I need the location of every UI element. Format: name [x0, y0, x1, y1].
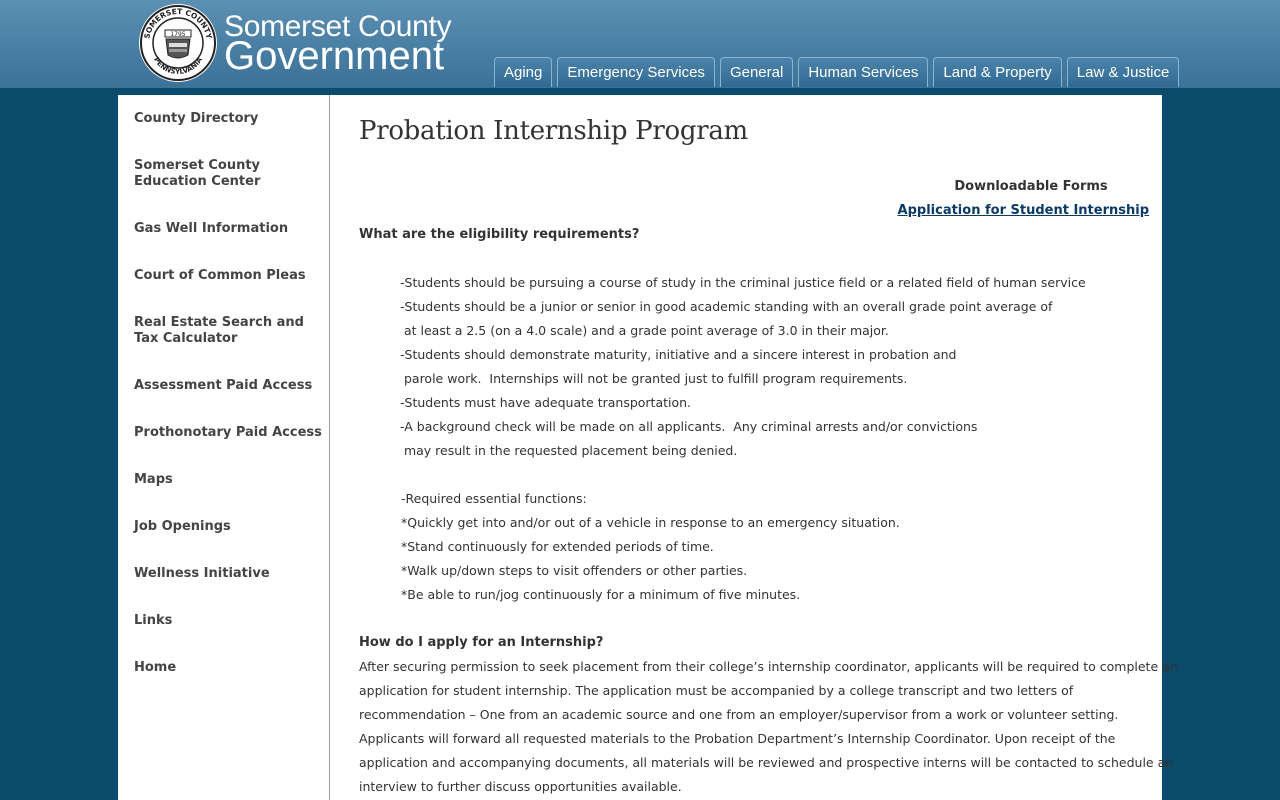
sidebar-item-real-estate-search[interactable]: Real Estate Search and Tax Calculator: [134, 315, 304, 346]
tab-human-services[interactable]: Human Services: [798, 57, 928, 87]
sidebar-item-links[interactable]: Links: [134, 613, 173, 628]
apply-line: recommendation – One from an academic source and one from an employer/supervisor from a work or volunteer setting.: [359, 707, 1119, 722]
tab-law-justice[interactable]: Law & Justice: [1067, 57, 1180, 87]
seal-text-bottom: PENNSYLVANIA: [152, 55, 204, 77]
main-container: [118, 95, 1178, 800]
eligibility-line: -Students should demonstrate maturity, initiative and a sincere interest in probation and: [400, 347, 957, 362]
tab-land-property[interactable]: Land & Property: [933, 57, 1061, 87]
sidebar-item-home[interactable]: Home: [134, 660, 177, 675]
sidebar-item-county-directory[interactable]: County Directory: [134, 111, 259, 126]
site-header: [0, 0, 1280, 88]
eligibility-question: What are the eligibility requirements?: [359, 227, 640, 242]
sidebar-item-gas-well-information[interactable]: Gas Well Information: [134, 221, 289, 236]
eligibility-line: -Students must have adequate transportation.: [400, 395, 692, 410]
main-nav: [494, 57, 1179, 87]
apply-line: Applicants will forward all requested materials to the Probation Department’s Internship Coordinator. Upon receipt of the: [359, 731, 1116, 746]
eligibility-line: at least a 2.5 (on a 4.0 scale) and a grade point average of 3.0 in their major.: [400, 323, 889, 338]
tab-emergency-services[interactable]: Emergency Services: [557, 57, 715, 87]
sidebar-item-court-of-common-pleas[interactable]: Court of Common Pleas: [134, 268, 306, 283]
site-title-line2: Government: [224, 34, 445, 78]
functions-line: *Stand continuously for extended periods of time.: [401, 539, 714, 554]
functions-line: *Be able to run/jog continuously for a minimum of five minutes.: [401, 587, 801, 602]
site-title-line1: Somerset County: [224, 10, 452, 43]
sidebar-item-prothonotary-paid-access[interactable]: Prothonotary Paid Access: [134, 425, 322, 440]
county-seal-logo[interactable]: [138, 3, 218, 83]
apply-line: interview to further discuss opportunities available.: [359, 779, 682, 794]
apply-line: application for student internship. The application must be accompanied by a college transcript and two letters of: [359, 683, 1074, 698]
eligibility-line: -A background check will be made on all applicants. Any criminal arrests and/or convictions: [400, 419, 978, 434]
eligibility-line: -Students should be a junior or senior in good academic standing with an overall grade point average of: [400, 299, 1053, 314]
apply-question: How do I apply for an Internship?: [359, 635, 604, 650]
sidebar-item-job-openings[interactable]: Job Openings: [134, 519, 231, 534]
downloadable-forms-heading: Downloadable Forms: [954, 179, 1108, 194]
sidebar-item-wellness-initiative[interactable]: Wellness Initiative: [134, 566, 270, 581]
functions-line: -Required essential functions:: [401, 491, 587, 506]
application-for-student-internship-link[interactable]: Application for Student Internship: [897, 203, 1149, 218]
sidebar-item-maps[interactable]: Maps: [134, 472, 173, 487]
tab-aging[interactable]: Aging: [494, 57, 552, 87]
eligibility-line: -Students should be pursuing a course of study in the criminal justice field or a related field of human service: [400, 275, 1086, 290]
functions-line: *Walk up/down steps to visit offenders or other parties.: [401, 563, 748, 578]
sidebar: [118, 95, 330, 800]
apply-line: After securing permission to seek placement from their college’s internship coordinator, applicants will be required to complete an: [359, 659, 1178, 674]
seal-year: 1795: [170, 31, 186, 38]
eligibility-line: may result in the requested placement being denied.: [400, 443, 738, 458]
apply-line: application and accompanying documents, all materials will be reviewed and prospective interns will be contacted to schedule an: [359, 755, 1174, 770]
functions-line: *Quickly get into and/or out of a vehicle in response to an emergency situation.: [401, 515, 900, 530]
tab-general[interactable]: General: [720, 57, 793, 87]
seal-text-top: SOMERSET COUNTY: [142, 6, 214, 40]
sidebar-item-education-center[interactable]: Somerset County Education Center: [134, 158, 261, 189]
eligibility-line: parole work. Internships will not be granted just to fulfill program requirements.: [400, 371, 908, 386]
page-title: Probation Internship Program: [359, 116, 748, 146]
sidebar-item-assessment-paid-access[interactable]: Assessment Paid Access: [134, 378, 313, 393]
